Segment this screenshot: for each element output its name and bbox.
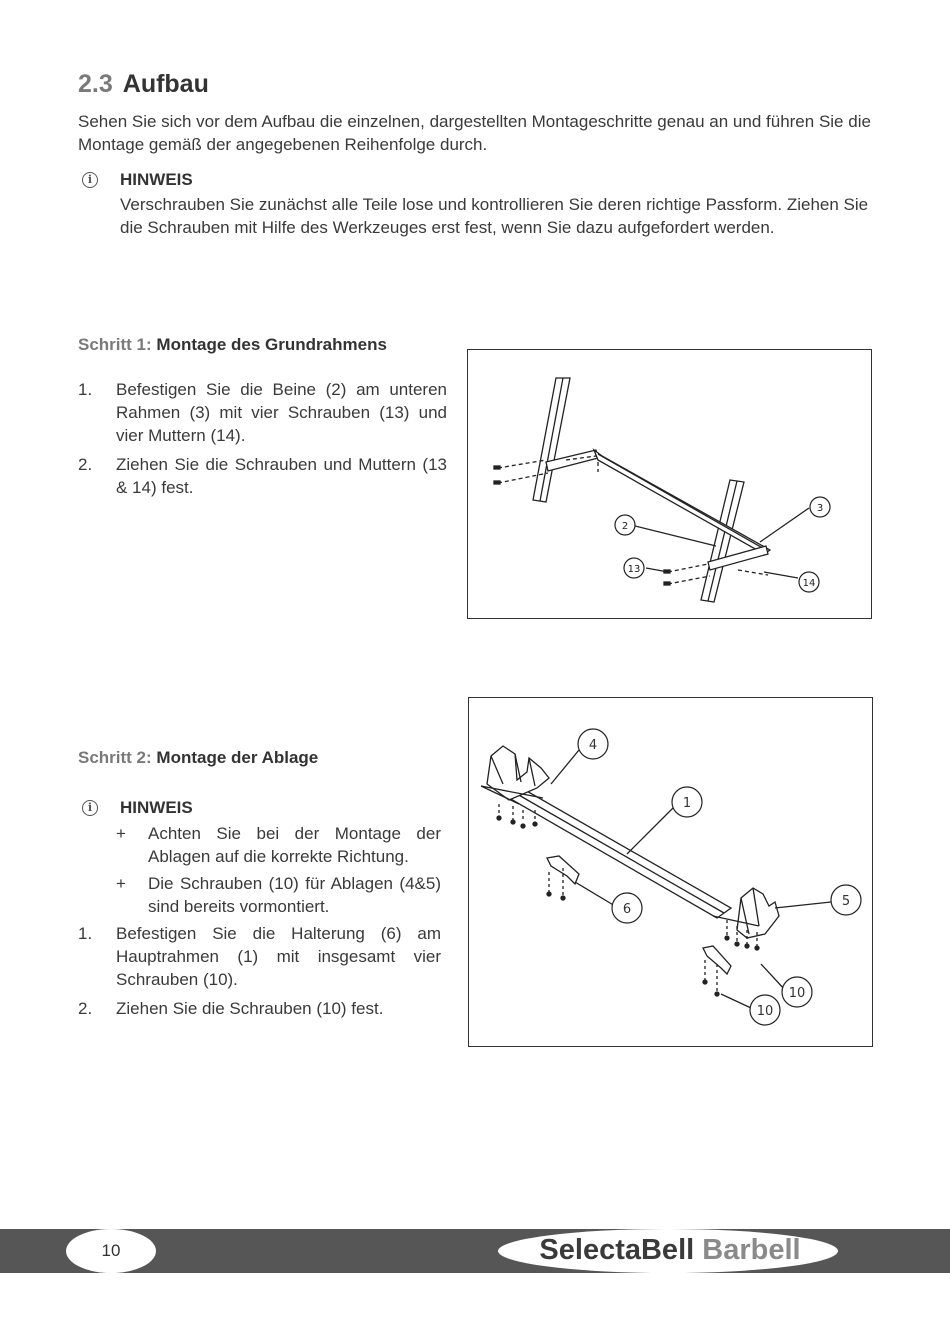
intro-text: Sehen Sie sich vor dem Aufbau die einzelnen, dargestellten Montageschritte genau an und führen Sie die Montage gemäß der angegebenen Reihenfolge durch. xyxy=(78,112,871,154)
section-title xyxy=(78,70,209,99)
callout-3: 3 xyxy=(816,503,824,514)
list-text: Befestigen Sie die Halterung (6) am Hauptrahmen (1) mit insgesamt vier Schrauben (10). xyxy=(116,924,441,989)
step2-figure xyxy=(468,697,873,1047)
callout-1: 1 xyxy=(682,796,692,811)
list-number: 2. xyxy=(78,999,93,1018)
rack-assembly-diagram xyxy=(469,698,872,1046)
list-item xyxy=(78,378,447,447)
note-hinweis xyxy=(82,170,882,240)
list-text: Ziehen Sie die Schrauben (10) fest. xyxy=(116,999,384,1018)
step1-heading xyxy=(78,335,387,355)
note-text: Verschrauben Sie zunächst alle Teile lose und kontrollieren Sie deren richtige Passform. Ziehen Sie die Schrauben mit Hilfe des Werkzeuges erst fest, wenn Sie dazu aufgefordert werden. xyxy=(120,195,869,237)
callout-6: 6 xyxy=(622,902,632,917)
brand-part2: Barbell xyxy=(702,1234,801,1266)
page-number: 10 xyxy=(66,1229,156,1273)
list-item xyxy=(78,453,447,499)
step2-heading xyxy=(78,748,318,768)
list-number: 1. xyxy=(78,924,93,943)
callout-13: 13 xyxy=(627,564,641,575)
brand-part1: SelectaBell xyxy=(539,1234,695,1266)
callout-10: 10 xyxy=(788,986,806,1001)
list-text: Befestigen Sie die Beine (2) am unteren Rahmen (3) mit vier Schrauben (13) und vier Muttern (14). xyxy=(116,380,447,445)
bullet-text: Die Schrauben (10) für Ablagen (4&5) sind bereits vormontiert. xyxy=(148,874,441,916)
bullet-item xyxy=(78,872,441,918)
step2-label: Schritt 2: xyxy=(78,748,152,767)
step1-title: Montage des Grundrahmens xyxy=(156,335,387,354)
callouts xyxy=(578,729,861,1025)
info-icon: i xyxy=(82,800,98,816)
list-item xyxy=(78,997,441,1020)
callout-14: 14 xyxy=(802,578,816,589)
step1-figure xyxy=(467,349,872,619)
note-hinweis-2 xyxy=(82,798,445,822)
plus-bullet: + xyxy=(116,874,126,893)
base-frame-drawing xyxy=(494,378,809,602)
callout-5: 5 xyxy=(841,894,851,909)
step2-title: Montage der Ablage xyxy=(156,748,319,767)
list-number: 1. xyxy=(78,380,93,399)
list-text: Ziehen Sie die Schrauben und Muttern (13 & 14) fest. xyxy=(116,455,447,497)
callout-4: 4 xyxy=(588,738,598,753)
plus-bullet: + xyxy=(116,824,126,843)
brand-name xyxy=(520,1234,820,1267)
callout-2: 2 xyxy=(621,521,629,532)
section-heading: Aufbau xyxy=(122,70,209,98)
step1-label: Schritt 1: xyxy=(78,335,152,354)
main-frame-drawing xyxy=(481,746,831,1008)
frame-assembly-diagram xyxy=(468,350,871,618)
note-heading: HINWEIS xyxy=(120,798,193,817)
bullet-item xyxy=(78,822,441,868)
list-number: 2. xyxy=(78,455,93,474)
callout-10b: 10 xyxy=(756,1004,774,1019)
note-heading: HINWEIS xyxy=(120,170,193,189)
section-number: 2.3 xyxy=(78,70,113,98)
list-item xyxy=(78,922,441,991)
bullet-text: Achten Sie bei der Montage der Ablagen auf die korrekte Richtung. xyxy=(148,824,441,866)
step2-note xyxy=(78,798,441,1026)
step1-list xyxy=(78,378,447,505)
info-icon: i xyxy=(82,172,98,188)
